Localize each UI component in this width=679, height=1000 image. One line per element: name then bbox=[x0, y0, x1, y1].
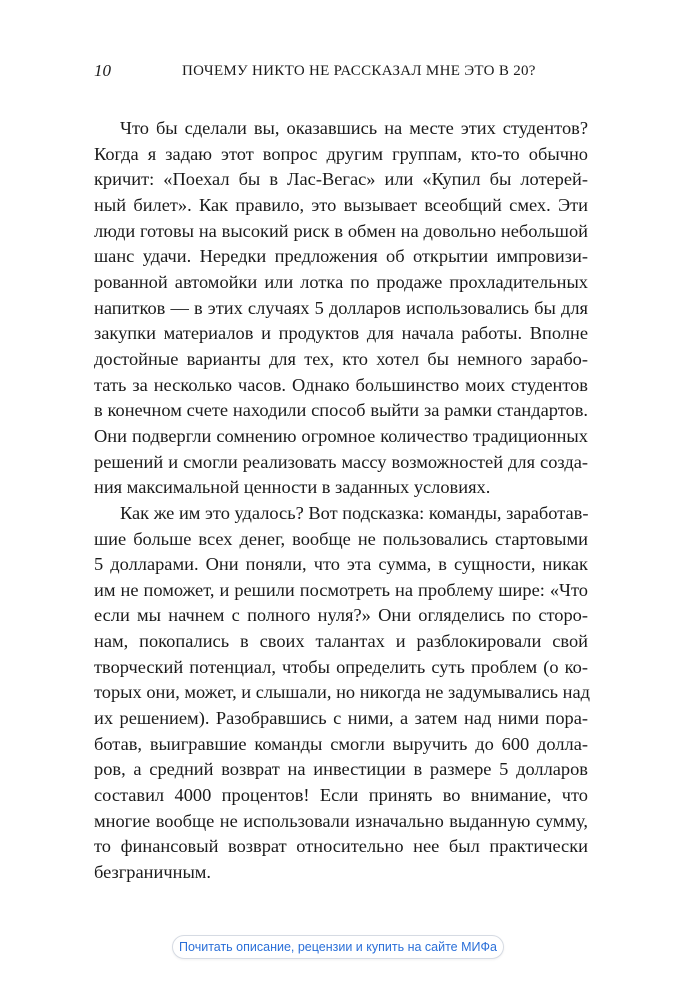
text-line: им не поможет, и решили посмотреть на проблему шире: «Что bbox=[94, 579, 588, 600]
text-line: Они подвергли сомнению огромное количество традиционных bbox=[94, 425, 588, 446]
body-text bbox=[94, 116, 588, 886]
paragraph bbox=[94, 116, 588, 501]
text-line: шанс удачи. Нередки предложения об открытии импровизи- bbox=[94, 246, 588, 267]
text-line: ния максимальной ценности в заданных условиях. bbox=[94, 477, 491, 498]
text-line: то финансовый возврат относительно нее был практически bbox=[94, 836, 588, 857]
text-line: Как же им это удалось? Вот подсказка: команды, заработав- bbox=[120, 502, 589, 523]
text-line: решений и смогли реализовать массу возможностей для созда- bbox=[94, 451, 588, 472]
text-line: безграничным. bbox=[94, 862, 212, 883]
text-line: 5 долларами. Они поняли, что эта сумма, в сущности, никак bbox=[94, 554, 588, 575]
running-title: ПОЧЕМУ НИКТО НЕ РАССКАЗАЛ МНЕ ЭТО В 20? bbox=[182, 63, 536, 79]
text-line: их решением). Разобравшись с ними, а затем над ними пора- bbox=[94, 708, 588, 729]
text-line: закупки материалов и продуктов для начала работы. Вполне bbox=[94, 323, 588, 344]
paragraph bbox=[94, 501, 588, 886]
text-line: ров, а средний возврат на инвестиции в размере 5 долларов bbox=[94, 759, 588, 780]
page-number: 10 bbox=[94, 61, 111, 80]
text-line: тать за несколько часов. Однако большинство моих студентов bbox=[94, 374, 588, 395]
text-line: составил 4000 процентов! Если принять во внимание, что bbox=[94, 785, 588, 806]
text-line: ботав, выигравшие команды смогли выручить до 600 долла- bbox=[94, 733, 588, 754]
text-line: творческий потенциал, чтобы определить суть проблем (о ко- bbox=[94, 656, 588, 677]
text-line: торых они, может, и слышали, но никогда не задумывались над bbox=[94, 682, 590, 703]
text-line: Что бы сделали вы, оказавшись на месте этих студентов? bbox=[120, 118, 588, 138]
text-line: рованной автомойки или лотка по продаже прохладительных bbox=[94, 271, 588, 292]
text-line: многие вообще не использовали изначально выданную сумму, bbox=[94, 810, 588, 831]
text-line: напитков — в этих случаях 5 долларов использовались бы для bbox=[94, 297, 588, 318]
paragraphs bbox=[94, 116, 588, 886]
buy-on-mif-link[interactable]: Почитать описание, рецензии и купить на сайте МИФа bbox=[172, 935, 504, 959]
text-line: в конечном счете находили способ выйти за рамки стандартов. bbox=[94, 400, 588, 421]
text-line: ный билет». Как правило, это вызывает всеобщий смех. Эти bbox=[94, 194, 588, 215]
text-line: кричит: «Поехал бы в Лас-Вегас» или «Купил бы лотерей- bbox=[94, 169, 588, 190]
text-line: Когда я задаю этот вопрос другим группам, кто-то обычно bbox=[94, 143, 588, 164]
text-line: нам, покопались в своих талантах и разблокировали свой bbox=[94, 631, 588, 652]
text-line: люди готовы на высокий риск в обмен на довольно небольшой bbox=[94, 220, 588, 241]
text-line: достойные варианты для тех, кто хотел бы немного зарабо- bbox=[94, 348, 588, 369]
text-line: если мы начнем с полного нуля?» Они огляделись по сторо- bbox=[94, 605, 588, 626]
text-line: шие больше всех денег, вообще не пользовались стартовыми bbox=[94, 528, 588, 549]
